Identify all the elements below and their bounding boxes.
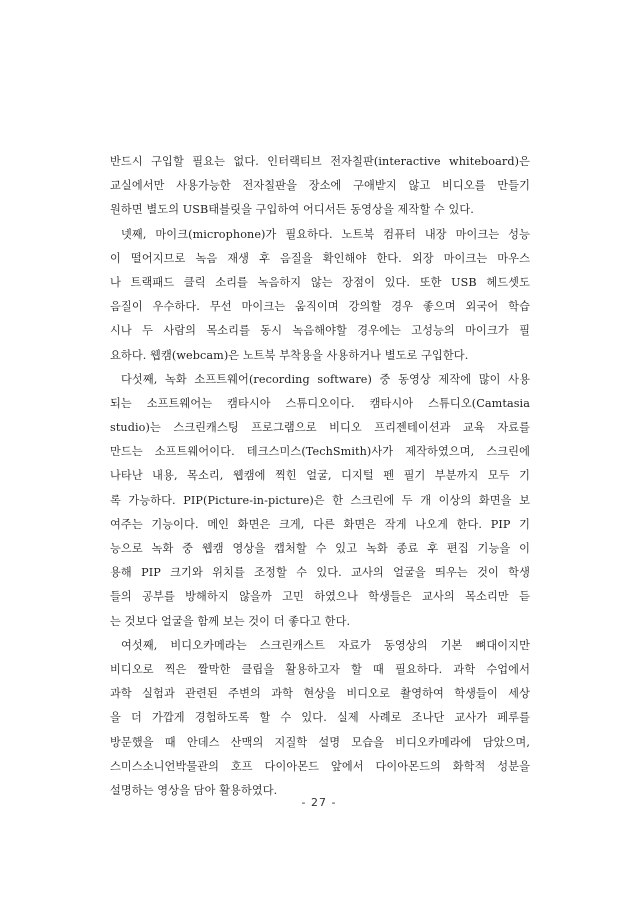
text-line: 다섯째, 녹화 소프트웨어(recording software) 중 동영상 제작에 많이 사용 <box>121 372 530 386</box>
body-text <box>110 150 530 803</box>
text-line: 시나 두 사람의 목소리를 동시 녹음해야할 경우에는 고성능의 마이크가 필 <box>110 324 530 338</box>
text-line: studio)는 스크린캐스팅 프로그램으로 비디오 프리젠테이션과 교육 자료를 <box>110 421 530 435</box>
text-line: 나 트랙패드 클릭 소리를 녹음하지 않는 장점이 있다. 또한 USB 헤드셋도 <box>110 275 530 289</box>
text-line: 음질이 우수하다. 무선 마이크는 움직이며 강의할 경우 좋으며 외국어 학습 <box>110 300 530 314</box>
text-line: 비디오로 찍은 짤막한 클립을 활용하고자 할 때 필요하다. 과학 수업에서 <box>110 662 530 676</box>
text-line: 여주는 기능이다. 메인 화면은 크게, 다른 화면은 작게 나오게 한다. PIP 기 <box>110 517 530 531</box>
text-line: 되는 소프트웨어는 캠타시아 스튜디오이다. 캠타시아 스튜디오(Camtasia <box>110 396 530 410</box>
text-line: 여섯째, 비디오카메라는 스크린캐스트 자료가 동영상의 기본 뼈대이지만 <box>121 638 530 652</box>
text-line: 원하면 별도의 USB태블릿을 구입하여 어디서든 동영상을 제작할 수 있다. <box>110 203 474 217</box>
text-line: 교실에서만 사용가능한 전자칠판을 장소에 구애받지 않고 비디오를 만들기 <box>110 179 530 193</box>
text-line: 과학 실험과 관련된 주변의 과학 현상을 비디오로 촬영하여 학생들이 세상 <box>110 687 530 701</box>
page-number: - 27 - <box>301 796 337 809</box>
text-line: 설명하는 영상을 담아 활용하였다. <box>110 783 278 797</box>
text-line: 는 것보다 얼굴을 함께 보는 것이 더 좋다고 한다. <box>110 614 351 628</box>
text-line: 들의 공부를 방해하지 않을까 고민 하였으나 학생들은 교사의 목소리만 듣 <box>110 590 530 604</box>
text-line: 용해 PIP 크기와 위치를 조정할 수 있다. 교사의 얼굴을 띄우는 것이 학생 <box>110 566 530 580</box>
text-line: 나타난 내용, 목소리, 웹캠에 찍힌 얼굴, 디지털 펜 필기 부분까지 모두 기 <box>110 469 530 483</box>
text-line: 을 더 가깝게 경험하도록 할 수 있다. 실제 사례로 조나단 교사가 페루를 <box>110 711 530 725</box>
text-line: 록 가능하다. PIP(Picture-in-picture)은 한 스크린에 두 개 이상의 화면을 보 <box>110 493 530 507</box>
text-line: 방문했을 때 안데스 산맥의 지질학 설명 모습을 비디오카메라에 담았으며, <box>110 735 530 749</box>
text-line: 반드시 구입할 필요는 없다. 인터랙티브 전자칠판(interactive whiteboard)은 <box>110 155 530 168</box>
text-line: 능으로 녹화 중 웹캠 영상을 캡처할 수 있고 녹화 종료 후 편집 기능을 이 <box>110 542 530 555</box>
text-line: 넷째, 마이크(microphone)가 필요하다. 노트북 컴퓨터 내장 마이크는 성능 <box>121 227 530 241</box>
text-line: 스미스소니언박물관의 호프 다이아몬드 앞에서 다이아몬드의 화학적 성분을 <box>110 759 530 773</box>
text-line: 요하다. 웹캠(webcam)은 노트북 부착용을 사용하거나 별도로 구입한다. <box>110 348 469 362</box>
text-line: 만드는 소프트웨어이다. 테크스미스(TechSmith)사가 제작하였으며, 스크린에 <box>110 445 530 459</box>
text-line: 이 떨어지므로 녹음 재생 후 음질을 확인해야 한다. 외장 마이크는 마우스 <box>110 251 530 265</box>
